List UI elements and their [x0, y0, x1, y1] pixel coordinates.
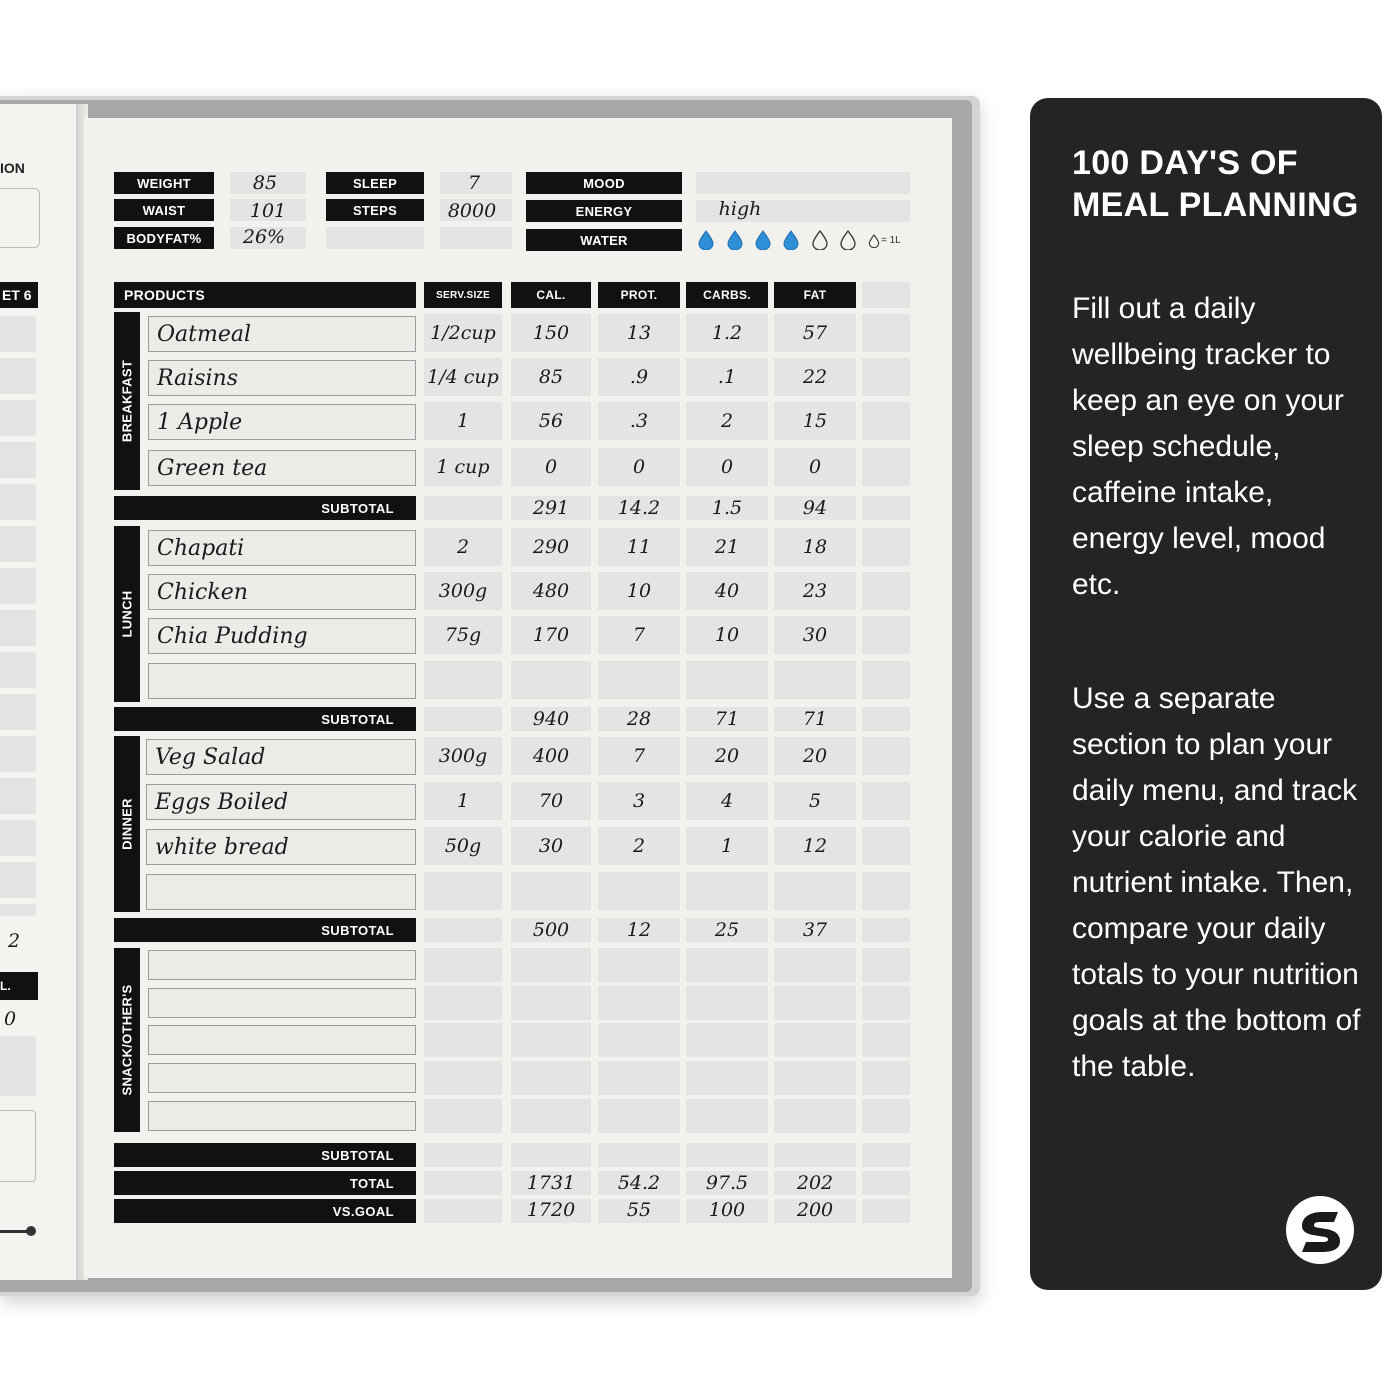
extra-cell [862, 616, 910, 654]
cal-value[interactable]: 150 [532, 322, 570, 344]
extra-cell [862, 496, 910, 520]
bodyfat-value[interactable]: 26% [242, 226, 286, 248]
promo-paragraph-1: Fill out a daily wellbeing tracker to keep an eye on your sleep schedule, caffeine intake, energy level, mood etc. [1072, 292, 1344, 601]
prot-value[interactable]: 3 [632, 790, 646, 812]
carbs-value[interactable]: 40 [714, 580, 740, 602]
fat-cell [774, 1061, 856, 1095]
product-field[interactable] [148, 988, 416, 1018]
sleep-label: SLEEP [326, 172, 424, 194]
serv-value[interactable]: 1/4 cup [427, 366, 499, 388]
extra-cell [862, 1199, 910, 1223]
cal-subtotal[interactable]: 291 [532, 497, 570, 519]
extra-cell [862, 918, 910, 942]
dinner-subtotal-label: SUBTOTAL [114, 918, 416, 942]
serv-total-cell [424, 1199, 502, 1223]
prot-cell [598, 1023, 680, 1057]
header-prot: PROT. [598, 282, 680, 308]
prot-subtotal[interactable]: 12 [626, 919, 652, 941]
prot-goal[interactable]: 55 [626, 1199, 652, 1221]
prot-subtotal[interactable]: 28 [626, 708, 652, 730]
fat-cell [774, 1099, 856, 1133]
prot-value[interactable]: 2 [632, 835, 646, 857]
carbs-value[interactable]: 2 [720, 410, 734, 432]
water-drop-icon[interactable] [726, 230, 744, 250]
cal-cell [511, 1023, 591, 1057]
cal-value[interactable]: 56 [538, 410, 564, 432]
serv-cell [424, 1023, 502, 1057]
cal-value[interactable]: 70 [538, 790, 564, 812]
bodyfat-label: BODYFAT% [114, 227, 214, 249]
fat-value[interactable] [774, 661, 856, 699]
steps-label: STEPS [326, 199, 424, 221]
product-field[interactable]: Eggs Boiled [146, 784, 416, 820]
promo-title-line1: 100 DAY'S OF [1072, 144, 1298, 182]
serv-total-cell [424, 1143, 502, 1167]
section-lunch [114, 526, 140, 702]
waist-value[interactable]: 101 [249, 200, 287, 222]
serv-value[interactable]: 1 [456, 790, 470, 812]
extra-cell [862, 1143, 910, 1167]
fat-goal[interactable]: 200 [796, 1199, 834, 1221]
cal-cell [511, 986, 591, 1020]
breakfast-subtotal-label: SUBTOTAL [114, 496, 416, 520]
fat-cell [774, 948, 856, 982]
carbs-value[interactable]: 10 [714, 624, 740, 646]
product-field[interactable] [148, 1101, 416, 1131]
product-field[interactable]: 1 Apple [148, 404, 416, 440]
extra-cell [862, 948, 910, 982]
carbs-value[interactable]: 1 [720, 835, 734, 857]
left-page-set-label: ET 6 [0, 282, 38, 308]
product-field[interactable]: Green tea [148, 450, 416, 486]
mood-label: MOOD [526, 172, 682, 194]
extra-cell [862, 872, 910, 910]
fat-total[interactable]: 202 [796, 1172, 834, 1194]
promo-title-line2: MEAL PLANNING [1072, 186, 1359, 224]
promo-panel [1030, 98, 1382, 1290]
prot-value[interactable]: 7 [632, 745, 646, 767]
weight-value[interactable]: 85 [252, 172, 278, 194]
product-field[interactable] [148, 1025, 416, 1055]
section-snack [114, 948, 140, 1132]
extra-cell [862, 572, 910, 610]
fat-subtotal[interactable]: 94 [802, 497, 828, 519]
extra-cell [862, 827, 910, 865]
mood-value[interactable] [696, 170, 910, 196]
header-fat: FAT [774, 282, 856, 308]
carbs-value[interactable]: 0 [720, 456, 734, 478]
product-field[interactable]: Chicken [148, 574, 416, 610]
prot-value[interactable]: 0 [632, 456, 646, 478]
header-carbs: CARBS. [686, 282, 768, 308]
extra-cell [862, 528, 910, 566]
water-drop-empty-icon[interactable] [811, 230, 829, 250]
carbs-cell [686, 986, 768, 1020]
water-legend-drop-icon [868, 234, 880, 248]
cal-value[interactable]: 30 [538, 835, 564, 857]
fat-value[interactable]: 20 [802, 745, 828, 767]
section-dinner [114, 736, 140, 912]
cal-subtotal[interactable]: 940 [532, 708, 570, 730]
carbs-goal[interactable]: 100 [708, 1199, 746, 1221]
cal-total[interactable]: 1731 [526, 1172, 576, 1194]
water-legend-text: = 1L [881, 235, 901, 246]
left-page [0, 104, 80, 1280]
water-drop-icon[interactable] [697, 230, 715, 250]
prot-cell [598, 986, 680, 1020]
serv-value[interactable]: 1 cup [436, 456, 490, 478]
weight-label: WEIGHT [114, 172, 214, 194]
extra-cell [862, 986, 910, 1020]
carbs-value[interactable]: 21 [714, 536, 740, 558]
carbs-value[interactable]: 20 [714, 745, 740, 767]
header-extra-cell [862, 282, 910, 308]
serv-value[interactable]: 1/2cup [430, 322, 496, 344]
extra-cell [862, 782, 910, 820]
fat-cell [774, 986, 856, 1020]
serv-cell [424, 948, 502, 982]
carbs-value[interactable]: 1.2 [711, 322, 743, 344]
section-lunch-label: LUNCH [119, 590, 135, 638]
water-drop-empty-icon[interactable] [839, 230, 857, 250]
extra-cell [862, 1023, 910, 1057]
left-page-chart-box [0, 1110, 36, 1182]
vsgoal-label: VS.GOAL [114, 1199, 416, 1223]
carbs-total[interactable]: 97.5 [705, 1172, 749, 1194]
prot-cell [598, 948, 680, 982]
carbs-subtotal[interactable]: 71 [714, 708, 740, 730]
prot-value[interactable]: .9 [629, 366, 649, 388]
carbs-subtotal[interactable]: 25 [714, 919, 740, 941]
extra-cell [862, 707, 910, 731]
carbs-cell [686, 1061, 768, 1095]
carbs-cell [686, 1099, 768, 1133]
fat-value[interactable]: 5 [808, 790, 822, 812]
promo-title [1072, 142, 1372, 226]
cal-cell [511, 1099, 591, 1133]
left-page-slider-knob [26, 1226, 36, 1236]
water-drop-icon[interactable] [754, 230, 772, 250]
cal-value[interactable] [511, 661, 591, 699]
product-field[interactable] [148, 1063, 416, 1093]
blank-value-cell [440, 227, 512, 249]
cal-value[interactable]: 290 [532, 536, 570, 558]
serv-subtotal-cell [424, 496, 502, 520]
header-serv-size: SERV.SIZE [424, 282, 502, 308]
brand-logo-icon [1286, 1196, 1354, 1264]
section-snack-label: SNACK/OTHER'S [119, 984, 135, 1096]
prot-cell [598, 1061, 680, 1095]
product-field[interactable]: Oatmeal [148, 316, 416, 352]
product-field[interactable] [148, 950, 416, 980]
fat-value[interactable]: 0 [808, 456, 822, 478]
left-page-label: ION [0, 160, 25, 176]
section-breakfast [114, 312, 140, 490]
fat-value[interactable]: 18 [802, 536, 828, 558]
serv-subtotal-cell [424, 707, 502, 731]
fat-value[interactable]: 23 [802, 580, 828, 602]
product-field[interactable] [146, 874, 416, 910]
energy-label: ENERGY [526, 200, 682, 222]
cal-value[interactable]: 400 [532, 745, 570, 767]
serv-value[interactable]: 2 [456, 536, 470, 558]
left-page-l-label: L. [0, 972, 38, 1000]
fat-cell [774, 1023, 856, 1057]
extra-cell [862, 402, 910, 440]
cal-value[interactable] [511, 872, 591, 910]
left-page-number: 2 [7, 930, 21, 952]
left-page-cell [0, 1036, 36, 1096]
fat-value[interactable]: 22 [802, 366, 828, 388]
extra-cell [862, 448, 910, 486]
water-label: WATER [526, 229, 682, 251]
prot-value[interactable]: 13 [626, 322, 652, 344]
serv-value[interactable]: 50g [444, 835, 482, 857]
product-field[interactable]: Chia Pudding [148, 618, 416, 654]
carbs-subtotal[interactable]: 1.5 [711, 497, 743, 519]
prot-subtotal[interactable]: 14.2 [617, 497, 661, 519]
sleep-value[interactable]: 7 [467, 172, 481, 194]
serv-subtotal-cell [424, 918, 502, 942]
cal-subtotal[interactable]: 500 [532, 919, 570, 941]
serv-cell [424, 986, 502, 1020]
product-field[interactable]: Veg Salad [146, 739, 416, 775]
prot-value[interactable]: 11 [626, 536, 652, 558]
fat-subtotal[interactable]: 37 [802, 919, 828, 941]
left-page-value: 0 [3, 1008, 17, 1030]
prot-value[interactable]: 10 [626, 580, 652, 602]
carbs-total-cell [686, 1143, 768, 1167]
energy-value[interactable]: high [718, 198, 762, 220]
carbs-value[interactable] [686, 872, 768, 910]
extra-cell [862, 1099, 910, 1133]
cal-goal[interactable]: 1720 [526, 1199, 576, 1221]
product-field[interactable]: white bread [146, 829, 416, 865]
extra-cell [862, 661, 910, 699]
cal-value[interactable]: 170 [532, 624, 570, 646]
extra-cell [862, 737, 910, 775]
lunch-subtotal-label: SUBTOTAL [114, 707, 416, 731]
product-field[interactable]: Raisins [148, 360, 416, 396]
carbs-value[interactable]: 4 [720, 790, 734, 812]
prot-cell [598, 1099, 680, 1133]
prot-value[interactable]: .3 [629, 410, 649, 432]
fat-value[interactable] [774, 872, 856, 910]
prot-value[interactable] [598, 661, 680, 699]
extra-cell [862, 1171, 910, 1195]
section-dinner-label: DINNER [119, 798, 135, 850]
product-field[interactable]: Chapati [148, 530, 416, 566]
carbs-cell [686, 1023, 768, 1057]
left-page-box [0, 188, 40, 248]
serv-value[interactable]: 75g [444, 624, 482, 646]
cal-value[interactable]: 480 [532, 580, 570, 602]
prot-value[interactable]: 7 [632, 624, 646, 646]
final-subtotal-label: SUBTOTAL [114, 1143, 416, 1167]
fat-value[interactable]: 12 [802, 835, 828, 857]
serv-value[interactable]: 1 [456, 410, 470, 432]
prot-total[interactable]: 54.2 [617, 1172, 661, 1194]
fat-total-cell [774, 1143, 856, 1167]
fat-value[interactable]: 57 [802, 322, 828, 344]
fat-value[interactable]: 30 [802, 624, 828, 646]
carbs-cell [686, 948, 768, 982]
header-products: PRODUCTS [114, 282, 416, 308]
header-cal: CAL. [511, 282, 591, 308]
extra-cell [862, 358, 910, 396]
serv-value[interactable] [424, 872, 502, 910]
serv-cell [424, 1099, 502, 1133]
left-page-rows [0, 316, 36, 916]
waist-label: WAIST [114, 199, 214, 221]
fat-subtotal[interactable]: 71 [802, 708, 828, 730]
prot-total-cell [598, 1143, 680, 1167]
serv-value[interactable]: 300g [438, 745, 488, 767]
total-label: TOTAL [114, 1171, 416, 1195]
water-drop-icon[interactable] [782, 230, 800, 250]
section-breakfast-label: BREAKFAST [119, 359, 135, 443]
fat-value[interactable]: 15 [802, 410, 828, 432]
cal-cell [511, 1061, 591, 1095]
product-field[interactable] [148, 663, 416, 699]
promo-paragraph-2: Use a separate section to plan your daily menu, and track your calorie and nutrient intake. Then, compare your daily totals to your nutrition goals at the bottom of the table. [1072, 682, 1361, 1083]
serv-total-cell [424, 1171, 502, 1195]
extra-cell [862, 314, 910, 352]
serv-cell [424, 1061, 502, 1095]
cal-cell [511, 948, 591, 982]
cal-value[interactable]: 0 [544, 456, 558, 478]
extra-cell [862, 1061, 910, 1095]
cal-total-cell [511, 1143, 591, 1167]
carbs-value[interactable]: .1 [717, 366, 737, 388]
prot-value[interactable] [598, 872, 680, 910]
carbs-value[interactable] [686, 661, 768, 699]
steps-value[interactable]: 8000 [447, 200, 497, 222]
blank-label-cell [326, 227, 424, 249]
cal-value[interactable]: 85 [538, 366, 564, 388]
serv-value[interactable]: 300g [438, 580, 488, 602]
serv-value[interactable] [424, 661, 502, 699]
